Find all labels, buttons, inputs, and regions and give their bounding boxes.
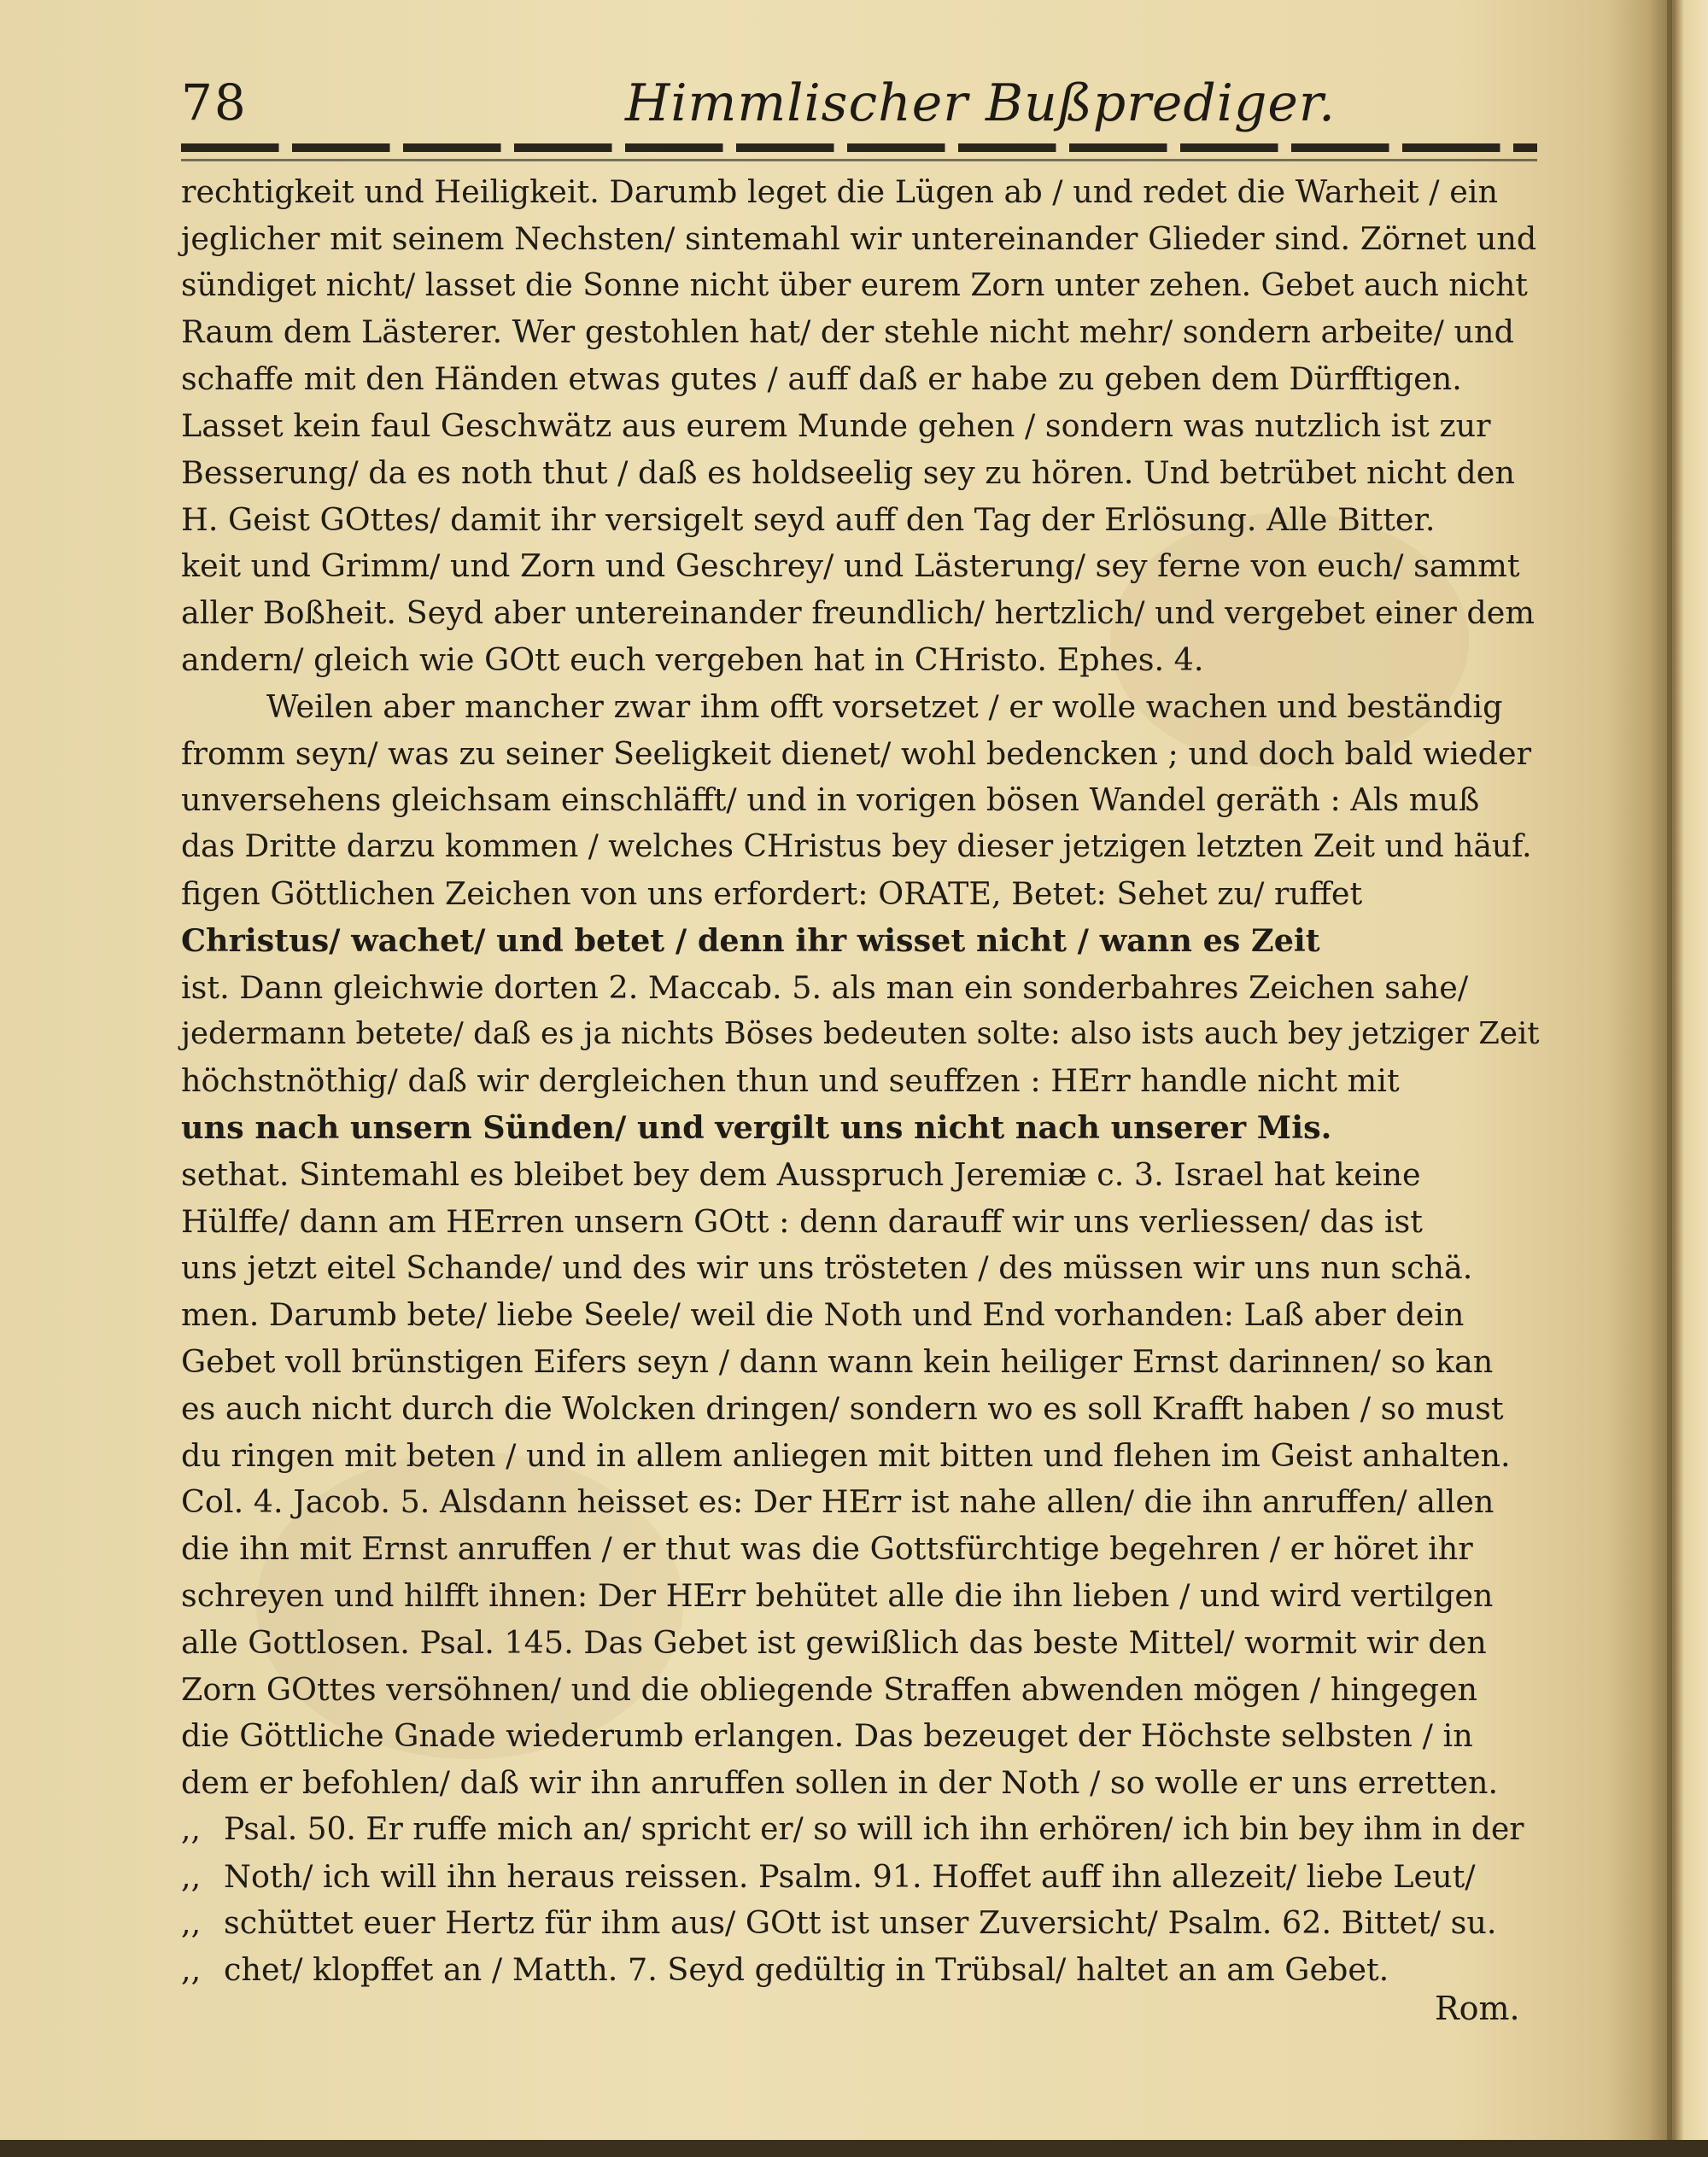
running-title: Himmlischer Bußprediger.	[625, 73, 1337, 133]
quoted-text: Noth/ ich will ihn heraus reissen. Psalm. 91. Hoffet auff ihn allezeit/ liebe Leut/	[224, 1857, 1476, 1895]
text-line: Raum dem Lästerer. Wer gestohlen hat/ der stehle nicht mehr/ sondern arbeite/ und	[181, 313, 1514, 351]
text-line: die Göttliche Gnade wiederumb erlangen. Das bezeuget der Höchste selbsten / in	[181, 1717, 1473, 1755]
text-line: men. Darumb bete/ liebe Seele/ weil die Noth und End vorhanden: Laß aber dein	[181, 1296, 1465, 1334]
text-line: andern/ gleich wie GOtt euch vergeben hat in CHristo. Ephes. 4.	[181, 640, 1204, 678]
quoted-line	[181, 1900, 1541, 1947]
text-line: jedermann betete/ daß es ja nichts Böses bedeuten solte: also ists auch bey jetziger Zeit	[181, 1016, 1540, 1052]
text-line: sündiget nicht/ lasset die Sonne nicht über eurem Zorn unter zehen. Gebet auch nicht	[181, 267, 1528, 303]
text-line: aller Boßheit. Seyd aber untereinander freundlich/ hertzlich/ und vergebet einer dem	[181, 594, 1535, 632]
text-line: die ihn mit Ernst anruffen / er thut was die Gottsfürchtige begehren / er höret ihr	[181, 1530, 1473, 1568]
text-line: fromm seyn/ was zu seiner Seeligkeit dienet/ wohl bedencken ; und doch bald wieder	[181, 734, 1532, 772]
text-line: uns jetzt eitel Schande/ und des wir uns trösteten / des müssen wir uns nun schä.	[181, 1249, 1473, 1287]
quoted-text: Psal. 50. Er ruffe mich an/ spricht er/ so will ich ihn erhören/ ich bin bey ihm in der	[224, 1811, 1524, 1847]
text-line: figen Göttlichen Zeichen von uns erfordert: ORATE, Betet: Sehet zu/ ruffet	[181, 874, 1363, 912]
emphasis-line: Christus/ wachet/ und betet / denn ihr wisset nicht / wann es Zeit	[181, 921, 1320, 959]
page-gutter	[1667, 0, 1672, 2157]
header-rule	[181, 143, 1537, 152]
emphasis-line: uns nach unsern Sünden/ und vergilt uns nicht nach unserer Mis.	[181, 1108, 1332, 1146]
body-text	[181, 169, 1541, 1994]
quote-mark: ,,	[181, 1811, 201, 1847]
quote-mark: ,,	[181, 1951, 202, 1989]
text-line: keit und Grimm/ und Zorn und Geschrey/ und Lästerung/ sey ferne von euch/ sammt	[181, 547, 1520, 585]
text-line: höchstnöthig/ daß wir dergleichen thun und seuffzen : HErr handle nicht mit	[181, 1062, 1400, 1100]
text-line: dem er befohlen/ daß wir ihn anruffen sollen in der Noth / so wolle er uns erretten.	[181, 1764, 1499, 1802]
text-line: Hülffe/ dann am HErren unsern GOtt : denn darauff wir uns verliessen/ das ist	[181, 1202, 1423, 1240]
text-line: alle Gottlosen. Psal. 145. Das Gebet ist gewißlich das beste Mittel/ wormit wir den	[181, 1623, 1487, 1661]
text-line: sethat. Sintemahl es bleibet bey dem Ausspruch Jeremiæ c. 3. Israel hat keine	[181, 1155, 1421, 1193]
text-line: Lasset kein faul Geschwätz aus eurem Munde gehen / sondern was nutzlich ist zur	[181, 406, 1491, 444]
text-line: Besserung/ da es noth thut / daß es holdseelig sey zu hören. Und betrübet nicht den	[181, 453, 1515, 491]
text-line: unversehens gleichsam einschläfft/ und in vorigen bösen Wandel geräth : Als muß	[181, 781, 1480, 819]
text-line: schaffe mit den Händen etwas gutes / auff daß er habe zu geben dem Dürfftigen.	[181, 360, 1462, 398]
quoted-text: schüttet euer Hertz für ihm aus/ GOtt ist unser Zuversicht/ Psalm. 62. Bittet/ su.	[224, 1904, 1497, 1942]
paragraph-start-line: Weilen aber mancher zwar ihm offt vorsetzet / er wolle wachen und beständig	[266, 687, 1503, 725]
scan-bottom-edge	[0, 2140, 1708, 2157]
text-line: es auch nicht durch die Wolcken dringen/ sondern wo es soll Krafft haben / so must	[181, 1389, 1504, 1427]
text-line: Zorn GOttes versöhnen/ und die obliegende Straffen abwenden mögen / hingegen	[181, 1670, 1477, 1708]
text-line: H. Geist GOttes/ damit ihr versigelt seyd auff den Tag der Erlösung. Alle Bitter.	[181, 500, 1436, 538]
quote-mark: ,,	[181, 1857, 202, 1895]
quoted-line	[181, 1807, 1541, 1854]
quoted-line	[181, 1854, 1541, 1901]
quote-mark: ,,	[181, 1904, 202, 1942]
catchword: Rom.	[1435, 1990, 1520, 2027]
header-rule-thin	[181, 159, 1537, 161]
quoted-text: chet/ klopffet an / Matth. 7. Seyd gedültig in Trübsal/ haltet an am Gebet.	[224, 1951, 1389, 1989]
page-header	[181, 73, 1539, 142]
text-line: Col. 4. Jacob. 5. Alsdann heisset es: Der HErr ist nahe allen/ die ihn anruffen/ allen	[181, 1483, 1494, 1521]
text-line: Gebet voll brünstigen Eifers seyn / dann wann kein heiliger Ernst darinnen/ so kan	[181, 1342, 1494, 1380]
text-line: schreyen und hilfft ihnen: Der HErr behütet alle die ihn lieben / und wird vertilgen	[181, 1576, 1494, 1614]
text-line: ist. Dann gleichwie dorten 2. Maccab. 5. als man ein sonderbahres Zeichen sahe/	[181, 968, 1469, 1006]
text-line: jeglicher mit seinem Nechsten/ sintemahl wir untereinander Glieder sind. Zörnet und	[181, 219, 1537, 257]
text-line: du ringen mit beten / und in allem anliegen mit bitten und flehen im Geist anhalten.	[181, 1436, 1511, 1474]
quoted-line	[181, 1947, 1541, 1994]
page-number: 78	[181, 73, 248, 132]
text-line: rechtigkeit und Heiligkeit. Darumb leget die Lügen ab / und redet die Warheit / ein	[181, 173, 1498, 210]
text-line: das Dritte darzu kommen / welches CHristus bey dieser jetzigen letzten Zeit und häuf.	[181, 829, 1532, 865]
